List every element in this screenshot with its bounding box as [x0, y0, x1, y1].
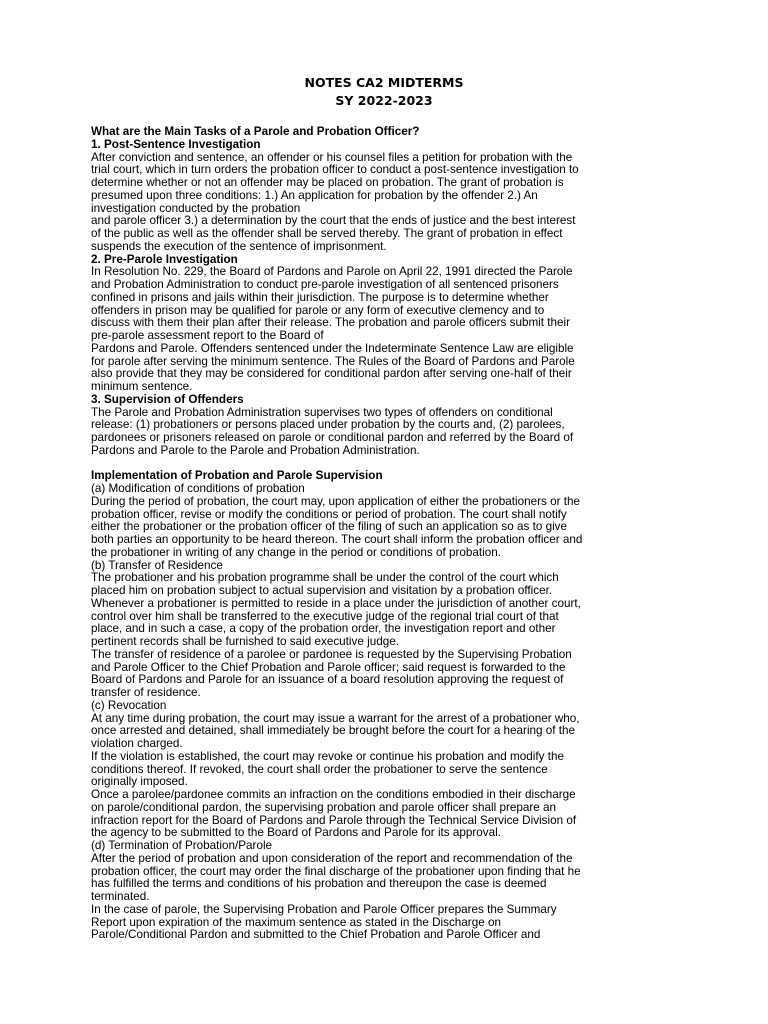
section-heading: 1. Post-Sentence Investigation — [91, 137, 261, 151]
text-line: In the case of parole, the Supervising Probation and Parole Officer prepares the Summary — [91, 902, 557, 916]
text-line: transfer of residence. — [91, 686, 201, 699]
text-line: on parole/conditional pardon, the supervising probation and parole officer shall prepare an — [91, 800, 557, 814]
text-line: After conviction and sentence, an offender or his counsel files a petition for probation with the — [91, 150, 573, 164]
section-heading: 3. Supervision of Offenders — [91, 392, 244, 406]
title-line-2: SY 2022-2023 — [335, 93, 433, 108]
text-line: After the period of probation and upon consideration of the report and recommendation of the — [91, 851, 573, 865]
text-line: either the probationer or the probation officer of the filing of such an application so as to give — [91, 520, 568, 534]
text-line: originally imposed. — [91, 775, 188, 789]
text-line: terminated. — [91, 890, 150, 903]
text-line: and Probation Administration to conduct pre-parole investigation of all sentenced prisoners — [91, 278, 559, 291]
text-line: Board of Pardons and Parole for an issuance of a board resolution approving the request of — [91, 673, 564, 687]
text-line: release: (1) probationers or persons placed under probation by the courts and, (2) parolees, — [91, 418, 565, 432]
text-line: pre-parole assessment report to the Board of — [91, 329, 324, 342]
text-line: investigation conducted by the probation — [91, 201, 301, 215]
text-line: If the violation is established, the court may revoke or continue his probation and modify the — [91, 749, 564, 763]
text-line: offenders in prison may be qualified for parole or any form of executive clemency and to — [91, 303, 545, 317]
text-line: place, and in such a case, a copy of the probation order, the investigation report and other — [91, 622, 556, 636]
text-line: pardonees or prisoners released on parole or conditional pardon and referred by the Board of — [91, 431, 574, 444]
text-line: The probationer and his probation programme shall be under the control of the court which — [91, 571, 559, 585]
text-line: determine whether or not an offender may be placed on probation. The grant of probation is — [91, 176, 564, 189]
text-line: and parole officer 3.) a determination by the court that the ends of justice and the best interest — [91, 214, 576, 228]
text-line: Once a parolee/pardonee commits an infraction on the conditions embodied in their discharge — [91, 788, 576, 801]
text-line: for parole after serving the minimum sentence. The Rules of the Board of Pardons and Parole — [91, 354, 575, 368]
text-line: minimum sentence. — [91, 380, 193, 393]
text-line: Whenever a probationer is permitted to reside in a place under the jurisdiction of another court, — [91, 596, 581, 610]
section-heading: Implementation of Probation and Parole Supervision — [91, 469, 383, 483]
text-line: trial court, which in turn orders the probation officer to conduct a post-sentence investigation to — [91, 163, 579, 177]
text-line: conditions thereof. If revoked, the court shall order the probationer to serve the sentence — [91, 762, 548, 776]
section-heading: 2. Pre-Parole Investigation — [91, 252, 238, 266]
text-line: control over him shall be transferred to the executive judge of the regional trial court of that — [91, 609, 559, 623]
text-line: pertinent records shall be furnished to said executive judge. — [91, 635, 399, 648]
text-line: Pardons and Parole to the Parole and Probation Administration. — [91, 443, 420, 457]
text-line: suspends the execution of the sentence of imprisonment. — [91, 239, 387, 253]
text-line: infraction report for the Board of Pardons and Parole through the Technical Service Division of — [91, 813, 577, 827]
text-line: In Resolution No. 229, the Board of Pardons and Parole on April 22, 1991 directed the Parole — [91, 265, 573, 279]
text-line: (d) Termination of Probation/Parole — [91, 839, 273, 852]
text-line: the agency to be submitted to the Board of Pardons and Parole for its approval. — [91, 826, 501, 840]
text-line: Pardons and Parole. Offenders sentenced under the Indeterminate Sentence Law are eligible — [91, 341, 574, 355]
text-line: During the period of probation, the court may, upon application of either the probationers or the — [91, 494, 581, 508]
text-line: and Parole Officer to the Chief Probation and Parole officer; said request is forwarded to the — [91, 660, 566, 674]
title-line-1: NOTES CA2 MIDTERMS — [304, 75, 464, 90]
text-line: presumed upon three conditions: 1.) An application for probation by the offender 2.) An — [91, 188, 538, 202]
text-line: placed him on probation subject to actual supervision and visitation by a probation officer. — [91, 584, 553, 597]
text-line: probation officer, revise or modify the conditions or period of probation. The court shall notify — [91, 507, 567, 521]
text-line: probation officer, the court may order the final discharge of the probationer upon finding that he — [91, 864, 581, 878]
text-line: (b) Transfer of Residence — [91, 558, 223, 572]
document-title — [0, 74, 768, 110]
text-line: Parole/Conditional Pardon and submitted to the Chief Probation and Parole Officer and — [91, 928, 541, 942]
text-line: also provide that they may be considered for conditional pardon after serving one-half of their — [91, 367, 572, 381]
text-line: At any time during probation, the court may issue a warrant for the arrest of a probationer who, — [91, 711, 580, 725]
document-body — [91, 126, 681, 942]
text-line: both parties an opportunity to be heard thereon. The court shall inform the probation officer and — [91, 533, 583, 546]
text-line: violation charged. — [91, 737, 183, 750]
text-line: once arrested and detained, shall immediately be brought before the court for a hearing of the — [91, 724, 576, 738]
text-line: of the public as well as the offender shall be served thereby. The grant of probation in effect — [91, 227, 563, 240]
text-line: confined in prisons and jails within their jurisdiction. The purpose is to determine whether — [91, 290, 549, 304]
text-line: The transfer of residence of a parolee or pardonee is requested by the Supervising Probation — [91, 647, 572, 661]
text-line: discuss with them their plan after their release. The probation and parole officers submit their — [91, 316, 571, 330]
text-line: (a) Modification of conditions of probation — [91, 482, 305, 495]
text-line: has fulfilled the terms and conditions of his probation and thereupon the case is deemed — [91, 877, 547, 891]
text-line: The Parole and Probation Administration supervises two types of offenders on conditional — [91, 405, 553, 419]
section-heading: What are the Main Tasks of a Parole and Probation Officer? — [91, 125, 420, 138]
text-line: Report upon expiration of the maximum sentence as stated in the Discharge on — [91, 915, 501, 929]
text-line: the probationer in writing of any change in the period or conditions of probation. — [91, 545, 501, 559]
text-line: (c) Revocation — [91, 698, 167, 712]
